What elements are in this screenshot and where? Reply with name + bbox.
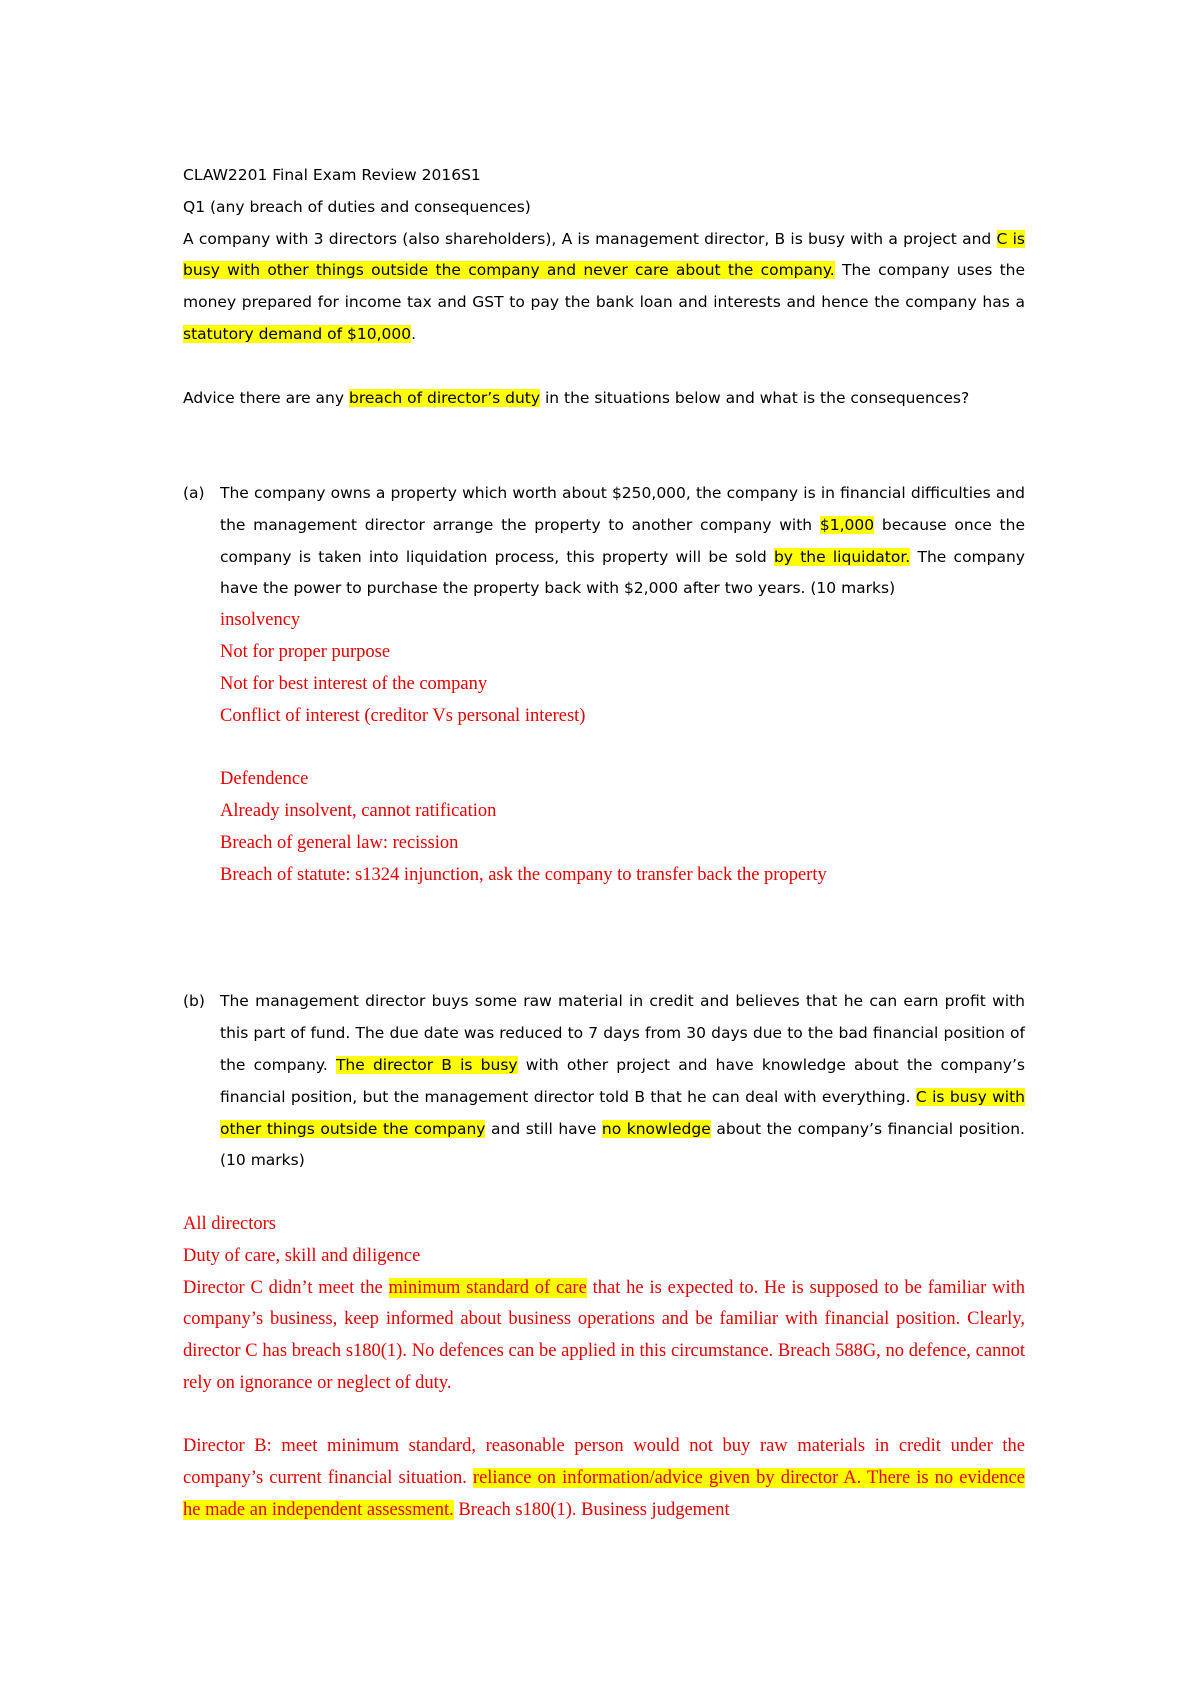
part-a-highlight-1: $1,000 bbox=[819, 515, 875, 534]
scenario-text-1: A company with 3 directors (also shareholders), A is management director, B is busy with a project and bbox=[183, 229, 997, 248]
part-a-text-1: The company owns a property which worth about $250,000, the company is in financial difficulties and the management director arrange the property to another company with bbox=[220, 483, 1025, 534]
part-b-question bbox=[183, 986, 1025, 1177]
advice-text-2: in the situations below and what is the consequences? bbox=[540, 388, 970, 407]
part-a-question bbox=[183, 478, 1025, 605]
part-a-answers bbox=[183, 605, 1025, 891]
part-b-text bbox=[220, 986, 1025, 1177]
document-content bbox=[183, 160, 1025, 1527]
defence-line: Breach of general law: recission bbox=[220, 832, 459, 853]
defence-line: Breach of statute: s1324 injunction, ask the company to transfer back the property bbox=[220, 864, 827, 885]
spacer bbox=[183, 351, 1025, 383]
scenario-paragraph bbox=[183, 224, 1025, 351]
scenario-text-end: . bbox=[411, 324, 417, 343]
answer-line: Not for best interest of the company bbox=[220, 673, 488, 694]
part-a-text-2: because once the company is taken into liquidation process, this property will be sold bbox=[220, 515, 1025, 566]
part-b-highlight-1: The director B is busy bbox=[335, 1055, 518, 1074]
spacer bbox=[183, 1400, 1025, 1432]
document-title: CLAW2201 Final Exam Review 2016S1 bbox=[183, 166, 481, 184]
answer-line: insolvency bbox=[220, 610, 301, 631]
director-c-text-2: that he is expected to. He is supposed to be familiar with company’s business, keep informed about business operations and be familiar with financial position. Clearly, director C has breach s180(1). No defences can be applied in this circumstance. Breach 588G, no defence, cannot rely on ignorance or neglect of duty. bbox=[183, 1277, 1026, 1393]
part-b-highlight-2: C is busy with other things outside the company bbox=[220, 1087, 1025, 1138]
part-b-text-4: about the company’s financial position. (10 marks) bbox=[220, 1119, 1025, 1170]
answer-line: Conflict of interest (creditor Vs personal interest) bbox=[220, 705, 586, 726]
part-b-highlight-3: no knowledge bbox=[601, 1119, 711, 1138]
spacer bbox=[220, 732, 1025, 764]
director-c-text-1: Director C didn’t meet the bbox=[183, 1277, 389, 1298]
director-c-paragraph bbox=[183, 1273, 1025, 1400]
scenario-text-2: The company uses the money prepared for income tax and GST to pay the bank loan and interests and hence the company has a bbox=[183, 261, 1026, 312]
director-b-highlight: reliance on information/advice given by director A. There is no evidence he made an independent assessment. bbox=[183, 1468, 1025, 1521]
part-b-text-2: with other project and have knowledge about the company’s financial position, but the management director told B that he can deal with everything. bbox=[220, 1055, 1025, 1106]
spacer bbox=[183, 1177, 1025, 1209]
part-b-text-3: and still have bbox=[485, 1119, 602, 1138]
director-b-text-1: Director B: meet minimum standard, reasonable person would not buy raw materials in credit under the company’s current financial situation. bbox=[183, 1436, 1025, 1489]
scenario-highlight-2: statutory demand of $10,000 bbox=[183, 324, 412, 343]
defence-line: Already insolvent, cannot ratification bbox=[220, 800, 497, 821]
scenario-highlight-1: C is busy with other things outside the company and never care about the company. bbox=[183, 229, 1025, 280]
part-b-text-1: The management director buys some raw material in credit and believes that he can earn profit with this part of fund. The due date was reduced to 7 days from 30 days due to the bad financial position of the company. bbox=[220, 992, 1025, 1074]
part-b-label: (b) bbox=[183, 992, 205, 1011]
defence-heading: Defendence bbox=[220, 769, 309, 790]
part-a-highlight-2: by the liquidator. bbox=[773, 547, 911, 566]
answer-heading: All directors bbox=[183, 1213, 276, 1234]
advice-highlight: breach of director’s duty bbox=[348, 388, 541, 407]
advice-text-1: Advice there are any bbox=[183, 388, 349, 407]
answer-line: Not for proper purpose bbox=[220, 641, 391, 662]
director-b-paragraph bbox=[183, 1431, 1025, 1526]
part-a-text bbox=[220, 478, 1025, 605]
answer-subheading: Duty of care, skill and diligence bbox=[183, 1245, 421, 1266]
director-b-text-2: Breach s180(1). Business judgement bbox=[453, 1500, 730, 1521]
advice-paragraph bbox=[183, 383, 1025, 415]
part-a-label: (a) bbox=[183, 483, 205, 502]
spacer bbox=[183, 414, 1025, 478]
director-c-highlight: minimum standard of care bbox=[388, 1277, 587, 1298]
part-a-text-3: The company have the power to purchase the property back with $2,000 after two years. (10 marks) bbox=[220, 547, 1025, 598]
question-heading: Q1 (any breach of duties and consequences) bbox=[183, 197, 531, 216]
part-b-answers bbox=[183, 1209, 1025, 1527]
spacer bbox=[183, 891, 1025, 986]
